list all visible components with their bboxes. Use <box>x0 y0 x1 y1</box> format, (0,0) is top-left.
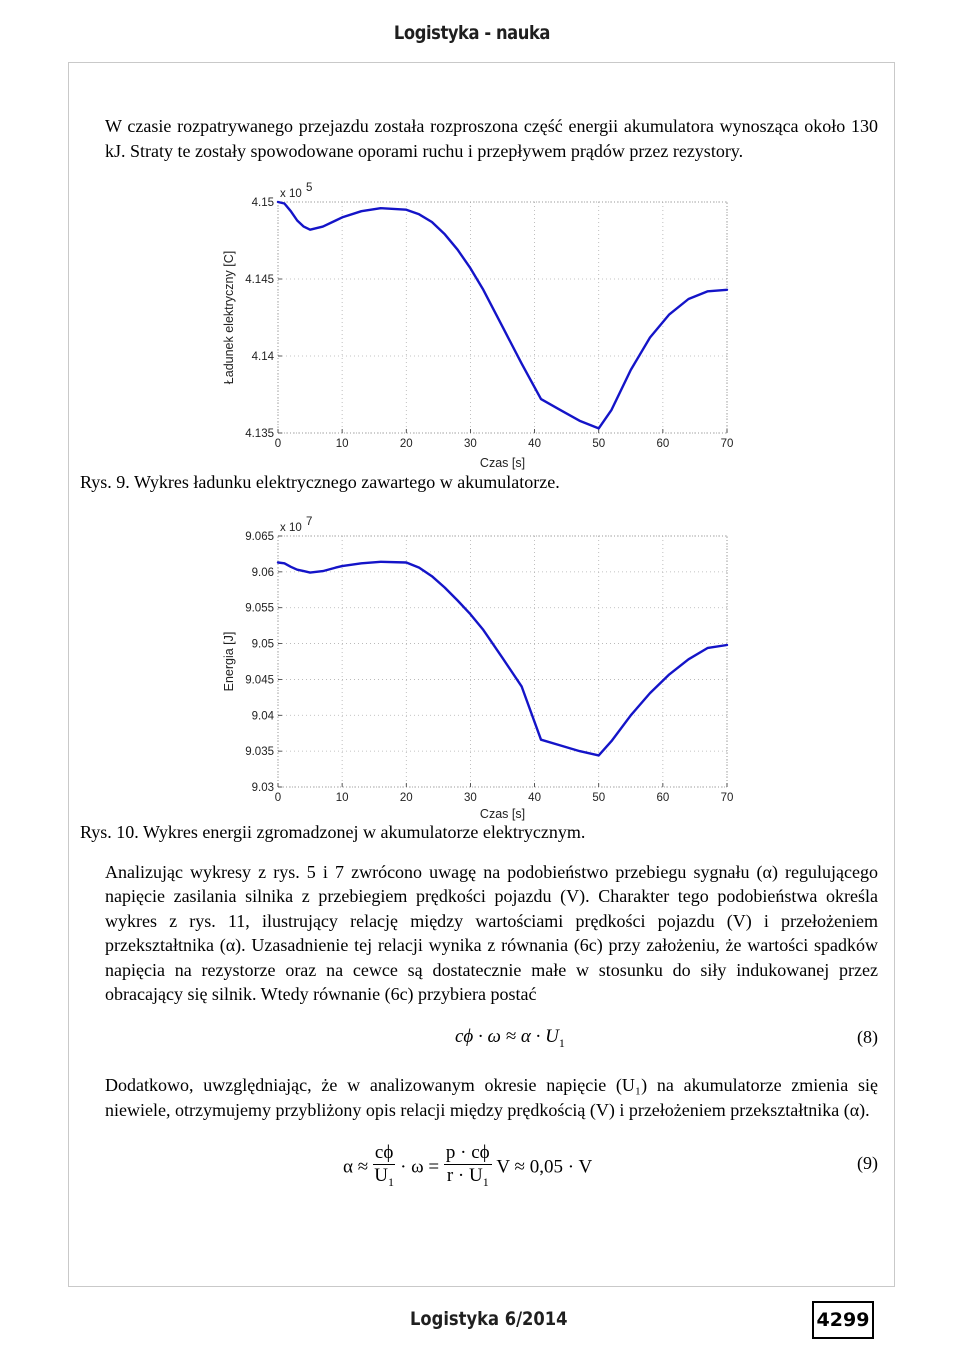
x-axis-label: Czas [s] <box>479 456 526 470</box>
equation-9-fraction-1 <box>373 1142 395 1193</box>
x-tick-label: 30 <box>464 792 477 804</box>
x-tick-label: 20 <box>399 438 413 450</box>
x-axis-label: Czas [s] <box>479 807 526 821</box>
y-exponent-label: x 10 <box>280 188 302 200</box>
y-axis-label: Energia [J] <box>222 631 236 692</box>
journal-section-title: Logistyka - nauka <box>393 22 550 44</box>
equation-9-f1-den-text: U <box>374 1165 388 1186</box>
y-tick-label: 4.15 <box>251 197 274 209</box>
equation-9-rhs: V ≈ 0,05 · V <box>496 1156 593 1178</box>
y-tick-label: 9.03 <box>251 782 274 794</box>
paragraph-analysis: Analizując wykresy z rys. 5 i 7 zwrócono uwagę na podobieństwo przebiegu sygnału (α) regulującego napięcie zasilania silnika z przebiegiem prędkości pojazdu (V). Charakter tego podobieństwa określa wykres z rys. 11, ilustrujący relację między wartościami prędkości pojazdu (V) i przełożeniem przekształtnika (α). Uzasadnienie tej relacji wynika z równania (6c) przy założeniu, że wartości spadków napięcia na rezystorze oraz na cewce są dostatecznie małe w stosunku do siły indukowanej przez obracający się silnik. Wtedy równanie (6c) przybiera postać <box>105 862 878 1005</box>
y-tick-label: 9.055 <box>245 602 274 615</box>
equation-8-lhs: cϕ · ω ≈ α · U <box>455 1026 559 1047</box>
equation-9-number: (9) <box>857 1153 878 1173</box>
x-tick-label: 60 <box>656 792 670 804</box>
x-tick-label: 70 <box>720 792 734 804</box>
x-tick-label: 0 <box>274 438 282 450</box>
x-tick-label: 10 <box>335 438 349 450</box>
y-tick-label: 9.065 <box>245 531 274 543</box>
x-tick-label: 50 <box>592 792 606 804</box>
x-tick-label: 20 <box>399 792 413 804</box>
page-number: 4299 <box>812 1301 874 1339</box>
y-tick-label: 9.035 <box>245 746 274 759</box>
y-exponent-power: 5 <box>306 182 313 194</box>
equation-9-f2-den-text: r · U <box>446 1165 483 1186</box>
equation-9-fraction-2 <box>444 1142 492 1193</box>
paragraph-additional: Dodatkowo, uwzględniając, że w analizowanym okresie napięcie (U₁) na akumulatorze zmienia się niewiele, otrzymujemy przybliżony opis relacji między prędkością (V) i przełożeniem przekształtnika (α). <box>105 1075 878 1120</box>
x-tick-label: 0 <box>274 792 282 804</box>
y-tick-label: 9.05 <box>251 638 274 651</box>
footer-journal-issue: Logistyka 6/2014 <box>410 1308 568 1330</box>
equation-9-f1-num: cϕ <box>374 1142 394 1163</box>
x-tick-label: 30 <box>464 438 477 450</box>
y-axis-label: Ładunek elektryczny [C] <box>222 250 236 385</box>
figure-9-caption: Rys. 9. Wykres ładunku elektrycznego zawartego w akumulatorze. <box>80 472 560 492</box>
figure-10-caption: Rys. 10. Wykres energii zgromadzonej w akumulatorze elektrycznym. <box>80 822 586 842</box>
plot-area-border <box>278 536 727 787</box>
x-tick-label: 60 <box>656 438 670 450</box>
equation-8-number: (8) <box>857 1027 878 1047</box>
equation-9-alpha: α ≈ <box>343 1156 369 1178</box>
equation-9-mid: · ω = <box>400 1156 440 1178</box>
y-tick-label: 9.06 <box>251 566 274 579</box>
y-tick-label: 4.14 <box>251 351 274 363</box>
equation-9 <box>343 1142 592 1193</box>
equation-9-f1-den-sub: 1 <box>387 1174 394 1189</box>
x-tick-label: 50 <box>592 438 606 450</box>
x-tick-label: 10 <box>335 792 349 804</box>
y-tick-label: 9.045 <box>245 674 274 687</box>
y-exponent-power: 7 <box>306 516 313 528</box>
paragraph-intro: W czasie rozpatrywanego przejazdu została rozproszona część energii akumulatora wynosząca około 130 kJ. Straty te zostały spowodowane oporami ruchu i przepływem prądów przez rezystory. <box>105 116 878 161</box>
equation-9-f2-den <box>444 1165 492 1193</box>
y-tick-label: 4.135 <box>245 428 274 440</box>
x-tick-label: 40 <box>528 438 541 450</box>
y-tick-label: 4.145 <box>245 274 274 286</box>
equation-9-f2-den-sub: 1 <box>482 1174 489 1189</box>
equation-8 <box>455 1026 565 1051</box>
y-tick-label: 9.04 <box>251 710 274 723</box>
equation-9-f2-num: p · cϕ <box>445 1142 490 1163</box>
y-exponent-label: x 10 <box>280 522 302 534</box>
equation-9-f1-den <box>373 1165 395 1193</box>
series-line <box>278 562 727 756</box>
x-tick-label: 40 <box>528 792 541 804</box>
x-tick-label: 70 <box>720 438 734 450</box>
equation-8-sub: 1 <box>558 1035 565 1050</box>
